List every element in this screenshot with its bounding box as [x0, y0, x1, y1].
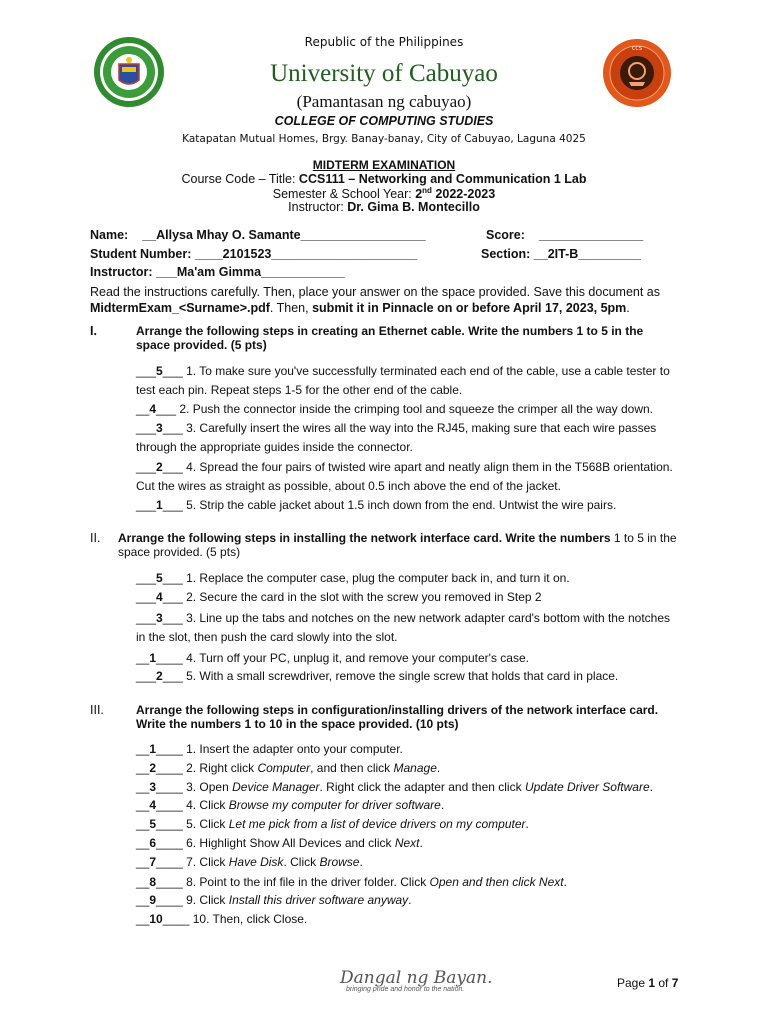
section-3-number: III. — [90, 703, 104, 717]
score-field: Score: _______________ — [486, 228, 644, 242]
instructor-field: Instructor: ___Ma'am Gimma____________ — [90, 265, 345, 279]
list-item: __5____ 5. Click Let me pick from a list of device drivers on my computer. — [136, 817, 529, 831]
instructions: Read the instructions carefully. Then, place your answer on the space provided. Save this document as MidtermExam_<Surname>.pdf. Then, submit it in Pinnacle on or before April 17, 2023, 5pm. — [90, 285, 660, 315]
course-prefix: Course Code – Title: — [181, 172, 299, 186]
footer-motto: Dangal ng Bayan. bringing pride and honor to the nation. — [340, 968, 493, 993]
list-item: __2____ 2. Right click Computer, and then click Manage. — [136, 761, 441, 775]
list-item: __8____ 8. Point to the inf file in the driver folder. Click Open and then click Next. — [136, 875, 567, 889]
list-item: ___1___ 5. Strip the cable jacket about 1.5 inch down from the end. Untwist the wire pairs. — [136, 498, 617, 512]
list-item: __4____ 4. Click Browse my computer for driver software. — [136, 798, 445, 812]
list-item: ___2___ 5. With a small screwdriver, remove the single screw that holds that card in place. — [136, 669, 619, 683]
university-name: University of Cabuyao — [270, 60, 498, 87]
instructor-prefix: Instructor: — [288, 200, 348, 214]
instructor-line — [0, 200, 768, 214]
list-item: ___2___ 4. Spread the four pairs of twisted wire apart and neatly align them in the T568B orientation. Cut the wires as straight as possible, about 0.5 inch above the end of the jacket. — [136, 460, 673, 493]
section-1-heading: Arrange the following steps in creating an Ethernet cable. Write the numbers 1 to 5 in the space provided. (5 pts) — [136, 324, 644, 352]
list-item: ___3___ 3. Line up the tabs and notches on the new network adapter card's bottom with the notches in the slot, then push the card slowly into the slot. — [136, 611, 671, 644]
section-2-heading: Arrange the following steps in installing the network interface card. Write the numbers 1 to 5 in the space provided. (5 pts) — [118, 531, 677, 559]
page-number: Page 1 of 7 — [617, 976, 679, 990]
section-2-number: II. — [90, 531, 101, 545]
instructor-name: Dr. Gima B. Montecillo — [347, 200, 480, 214]
exam-title: MIDTERM EXAMINATION — [312, 158, 456, 172]
semester-value: 2nd 2022-2023 — [415, 186, 496, 202]
list-item: __3____ 3. Open Device Manager. Right click the adapter and then click Update Driver Software. — [136, 780, 653, 794]
list-item: ___4___ 2. Secure the card in the slot with the screw you removed in Step 2 — [136, 590, 542, 604]
college-name: COLLEGE OF COMPUTING STUDIES — [274, 114, 494, 128]
list-item: __1____ 1. Insert the adapter onto your computer. — [136, 742, 403, 756]
list-item: __4___ 2. Push the connector inside the crimping tool and squeeze the crimper all the way down. — [136, 402, 654, 416]
list-item: __6____ 6. Highlight Show All Devices and click Next. — [136, 836, 423, 850]
list-item: __7____ 7. Click Have Disk. Click Browse. — [136, 855, 363, 869]
republic-heading: Republic of the Philippines — [304, 35, 464, 49]
course-title: CCS111 – Networking and Communication 1 Lab — [298, 172, 587, 186]
student-number-field: Student Number: ____2101523_____________________ — [90, 247, 418, 261]
section-field: Section: __2IT-B_________ — [481, 247, 641, 261]
section-3-heading: Arrange the following steps in configuration/installing drivers of the network interface card. Write the numbers 1 to 10 in the space provided. (10 pts) — [136, 703, 659, 731]
list-item: ___5___ 1. Replace the computer case, plug the computer back in, and turn it on. — [136, 571, 570, 585]
college-address: Katapatan Mutual Homes, Brgy. Banay-banay, City of Cabuyao, Laguna 4025 — [182, 133, 586, 145]
semester-line — [0, 186, 768, 201]
list-item: ___3___ 3. Carefully insert the wires all the way into the RJ45, making sure that each wire passes through the appropriate guides inside the connector. — [136, 421, 657, 454]
list-item: __10____ 10. Then, click Close. — [136, 912, 308, 926]
list-item: ___5___ 1. To make sure you've successfully terminated each end of the cable, use a cable tester to test each pin. Repeat steps 1-5 for the other end of the cable. — [136, 364, 670, 397]
list-item: __1____ 4. Turn off your PC, unplug it, and remove your computer's case. — [136, 651, 529, 665]
section-1-number: I. — [90, 324, 97, 338]
semester-prefix: Semester & School Year: — [272, 187, 416, 202]
course-line — [0, 172, 768, 186]
list-item: __9____ 9. Click Install this driver software anyway. — [136, 893, 412, 907]
name-field: Name: __Allysa Mhay O. Samante__________________ — [90, 228, 426, 242]
university-subtitle: (Pamantasan ng cabuyao) — [296, 92, 472, 111]
college-logo-text: CCS — [631, 46, 643, 52]
